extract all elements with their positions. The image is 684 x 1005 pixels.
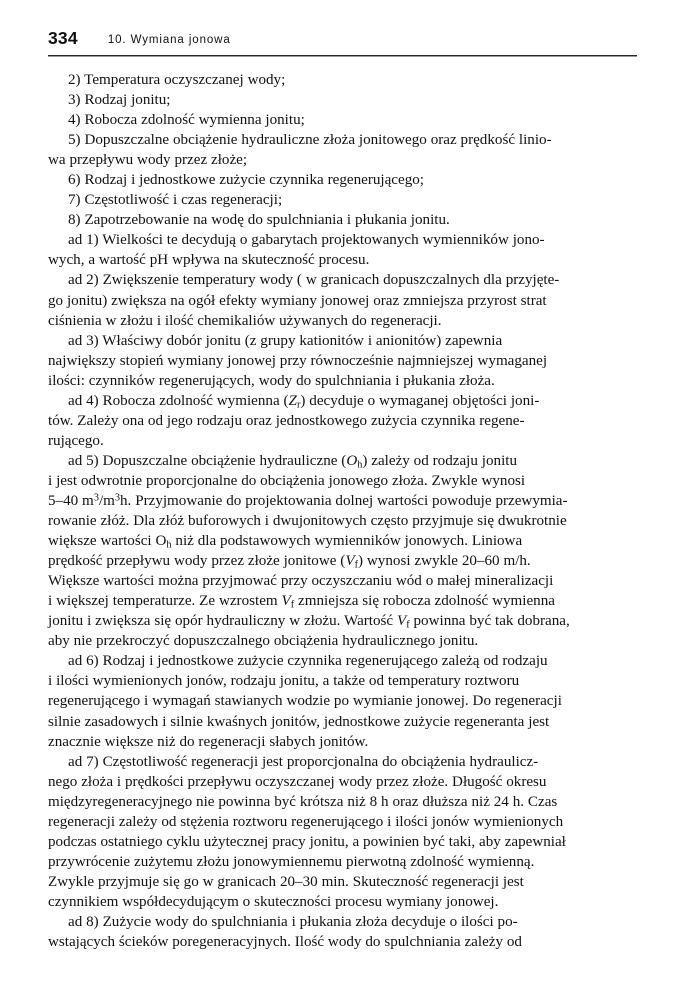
list-item: 8) Zapotrzebowanie na wodę do spulchniania i płukania jonitu. (68, 212, 450, 229)
ad5-line3-text: h. Przyjmowanie do projektowania dolnej wartości powoduje przewymia- (120, 492, 568, 509)
paragraph-ad3-line2: największy stopień wymiany jonowej przy równocześnie najmniejszej wymaganej (48, 352, 548, 369)
paragraph-ad4-line2: tów. Zależy ona od jego rodzaju oraz jednostkowego zużycia czynnika regene- (48, 412, 525, 429)
paragraph-ad7-line8: czynnikiem współdecydującym o skuteczności procesu wymiany jonowej. (48, 893, 499, 910)
paragraph-ad5-line5 (48, 531, 636, 551)
page-number: 334 (48, 28, 78, 48)
paragraph-ad8-line2: wstających ścieków poregeneracyjnych. Ilość wody do spulchniania zależy od (48, 934, 522, 951)
symbol-Oh-subscript: h (357, 459, 363, 471)
ad5-line6-post: ) wynosi zwykle 20–60 m/h. (358, 553, 531, 570)
unit-divider: /m (98, 492, 115, 509)
paragraph-ad6-line4: silnie zasadowych i silnie kwaśnych jonitów, jednostkowe zużycie regeneranta jest (48, 713, 550, 730)
paragraph-ad7-line6: przywrócenie zużytemu złożu jonowymiennemu pierwotną zdolność wymienną. (48, 853, 535, 870)
paragraph-ad7-line2: nego złoża i prędkości przepływu oczyszczanej wody przez złoże. Długość okresu (48, 773, 547, 790)
symbol-Oh-base: O (346, 452, 358, 469)
symbol-Vf (282, 593, 295, 609)
paragraph-ad7-line1: ad 7) Częstotliwość regeneracji jest proporcjonalna do obciążenia hydraulicz- (68, 753, 539, 770)
list-item: 7) Częstotliwość i czas regeneracji; (68, 192, 283, 209)
paragraph-ad5-line9 (48, 611, 636, 631)
symbol-Vf-subscript: f (406, 619, 410, 631)
paragraph-ad1-line1: ad 1) Wielkości te decydują o gabarytach projektowanych wymienników jono- (68, 232, 545, 249)
paragraph-ad5-line8 (48, 591, 636, 611)
symbol-Vf-base: V (396, 613, 407, 630)
list-item: 3) Rodzaj jonitu; (68, 92, 171, 109)
paragraph-ad6-line5: znacznie większe niż do regeneracji słabych jonitów. (48, 733, 369, 750)
symbol-Oh-upright-subscript: h (166, 539, 172, 551)
ad5-text-pre: ad 5) Dopuszczalne obciążenie hydrauliczne ( (68, 452, 347, 469)
unit-exponent-2: 3 (114, 492, 120, 504)
ad5-line8-pre: i większej temperaturze. Ze wzrostem (48, 593, 282, 610)
list-item: 5) Dopuszczalne obciążenie hydrauliczne złoża jonitowego oraz prędkość linio- (68, 132, 552, 149)
paragraph-ad5-line7: Większe wartości można przyjmować przy oczyszczaniu wód o małej mineralizacji (48, 573, 554, 590)
paragraph-ad3-line1: ad 3) Właściwy dobór jonitu (z grupy kationitów i anionitów) zapewnia (68, 332, 503, 349)
list-item: 2) Temperatura oczyszczanej wody; (68, 72, 286, 88)
symbol-Vf-base: V (281, 593, 291, 610)
symbol-Zr (289, 393, 301, 409)
paragraph-ad6-line1: ad 6) Rodzaj i jednostkowe zużycie czynnika regenerującego zależą od rodzaju (68, 653, 548, 670)
paragraph-ad5-line6 (48, 551, 636, 571)
unit-range: 5–40 m (48, 492, 94, 509)
paragraph-ad1-line2: wych, a wartość pH wpływa na skuteczność procesu. (48, 252, 370, 269)
paragraph-ad8-line1: ad 8) Zużycie wody do spulchniania i płukania złoża decyduje o ilości po- (68, 913, 518, 930)
paragraph-ad5-line10: aby nie przekroczyć dopuszczalnego obciążenia hydraulicznego jonitu. (48, 633, 479, 650)
paragraph-ad5-line4: rowanie złóż. Dla złóż buforowych i dwujonitowych często przyjmuje się dwukrotnie (48, 513, 567, 530)
paragraph-ad6-line3: regenerującego i wymagań stawianych wodzie po wymianie jonowej. Do regeneracji (48, 693, 562, 710)
chapter-running-title: 10. Wymiana jonowa (107, 34, 231, 46)
symbol-Vf (345, 553, 358, 569)
paragraph-ad5-line3 (48, 491, 636, 511)
ad5-line9-post: powinna być tak dobrana, (409, 613, 570, 630)
symbol-Vf-base: V (345, 553, 355, 570)
paragraph-ad7-line5: podczas ostatniego cyklu użytecznej pracy jonitu, a powinien być taki, aby zapewniał (48, 833, 566, 850)
paragraph-ad2-line3: ciśnienia w złożu i ilość chemikaliów używanych do regeneracji. (48, 312, 442, 329)
paragraph-ad2-line2: go jonitu) zwiększa na ogół efekty wymiany jonowej oraz zmniejsza przyrost strat (48, 292, 547, 309)
paragraph-ad5-line2: i jest odwrotnie proporcjonalne do obciążenia jonowego złoża. Zwykle wynosi (48, 472, 526, 489)
list-item: 6) Rodzaj i jednostkowe zużycie czynnika regenerującego; (68, 172, 424, 189)
symbol-Zr-base: Z (288, 392, 297, 409)
symbol-Vf-subscript: f (290, 599, 295, 611)
symbol-Oh-italic (346, 453, 362, 469)
paragraph-ad7-line4: regeneracji zależy od stężenia roztworu regenerującego i ilości jonów wymienionych (48, 813, 564, 830)
list-item-continuation: wa przepływu wody przez złoże; (48, 152, 248, 169)
ad5-text-post: ) zależy od rodzaju jonitu (362, 452, 518, 469)
ad5-line9-pre: jonitu i zwiększa się opór hydrauliczny w złożu. Wartość (48, 613, 397, 630)
ad5-line8-post: zmniejsza się robocza zdolność wymienna (294, 593, 555, 610)
paragraph-ad2-line1: ad 2) Zwiększenie temperatury wody ( w granicach dopuszczalnych dla przyjęte- (68, 272, 560, 289)
symbol-Zr-subscript: r (296, 399, 301, 410)
ad5-line6-pre: prędkość przepływu wody przez złoże jonitowe ( (48, 553, 346, 570)
ad5-line5-pre: większe wartości O (48, 533, 167, 550)
ad4-text-pre: ad 4) Robocza zdolność wymienna ( (68, 392, 289, 409)
symbol-Vf-subscript: f (354, 559, 358, 571)
ad5-line5-post: niż dla podstawowych wymienników jonowych. Liniowa (171, 533, 523, 550)
paragraph-ad4-line3: rującego. (48, 432, 104, 449)
paragraph-ad3-line3: ilości: czynników regenerujących, wody do spulchniania i płukania złoża. (48, 372, 495, 389)
symbol-Vf (397, 613, 410, 629)
paragraph-ad7-line7: Zwykle przyjmuje się go w granicach 20–30 min. Skuteczność regeneracji jest (48, 873, 524, 890)
paragraph-ad6-line2: i ilości wymienionych jonów, rodzaju jonitu, a także od temperatury roztworu (48, 673, 520, 690)
unit-volumetric-loading (48, 493, 120, 509)
paragraph-ad7-line3: międzyregeneracyjnego nie powinna być krótsza niż 8 h oraz dłuższa niż 24 h. Czas (48, 793, 558, 810)
text-column (48, 70, 636, 952)
paragraph-ad5-line1 (48, 451, 636, 471)
unit-exponent-1: 3 (93, 492, 99, 504)
page-header (48, 30, 636, 52)
header-divider (48, 55, 637, 57)
paragraph-ad4-line1 (48, 391, 636, 411)
ad4-text-post: ) decyduje o wymaganej objętości joni- (300, 392, 540, 409)
list-item: 4) Robocza zdolność wymienna jonitu; (68, 112, 305, 129)
